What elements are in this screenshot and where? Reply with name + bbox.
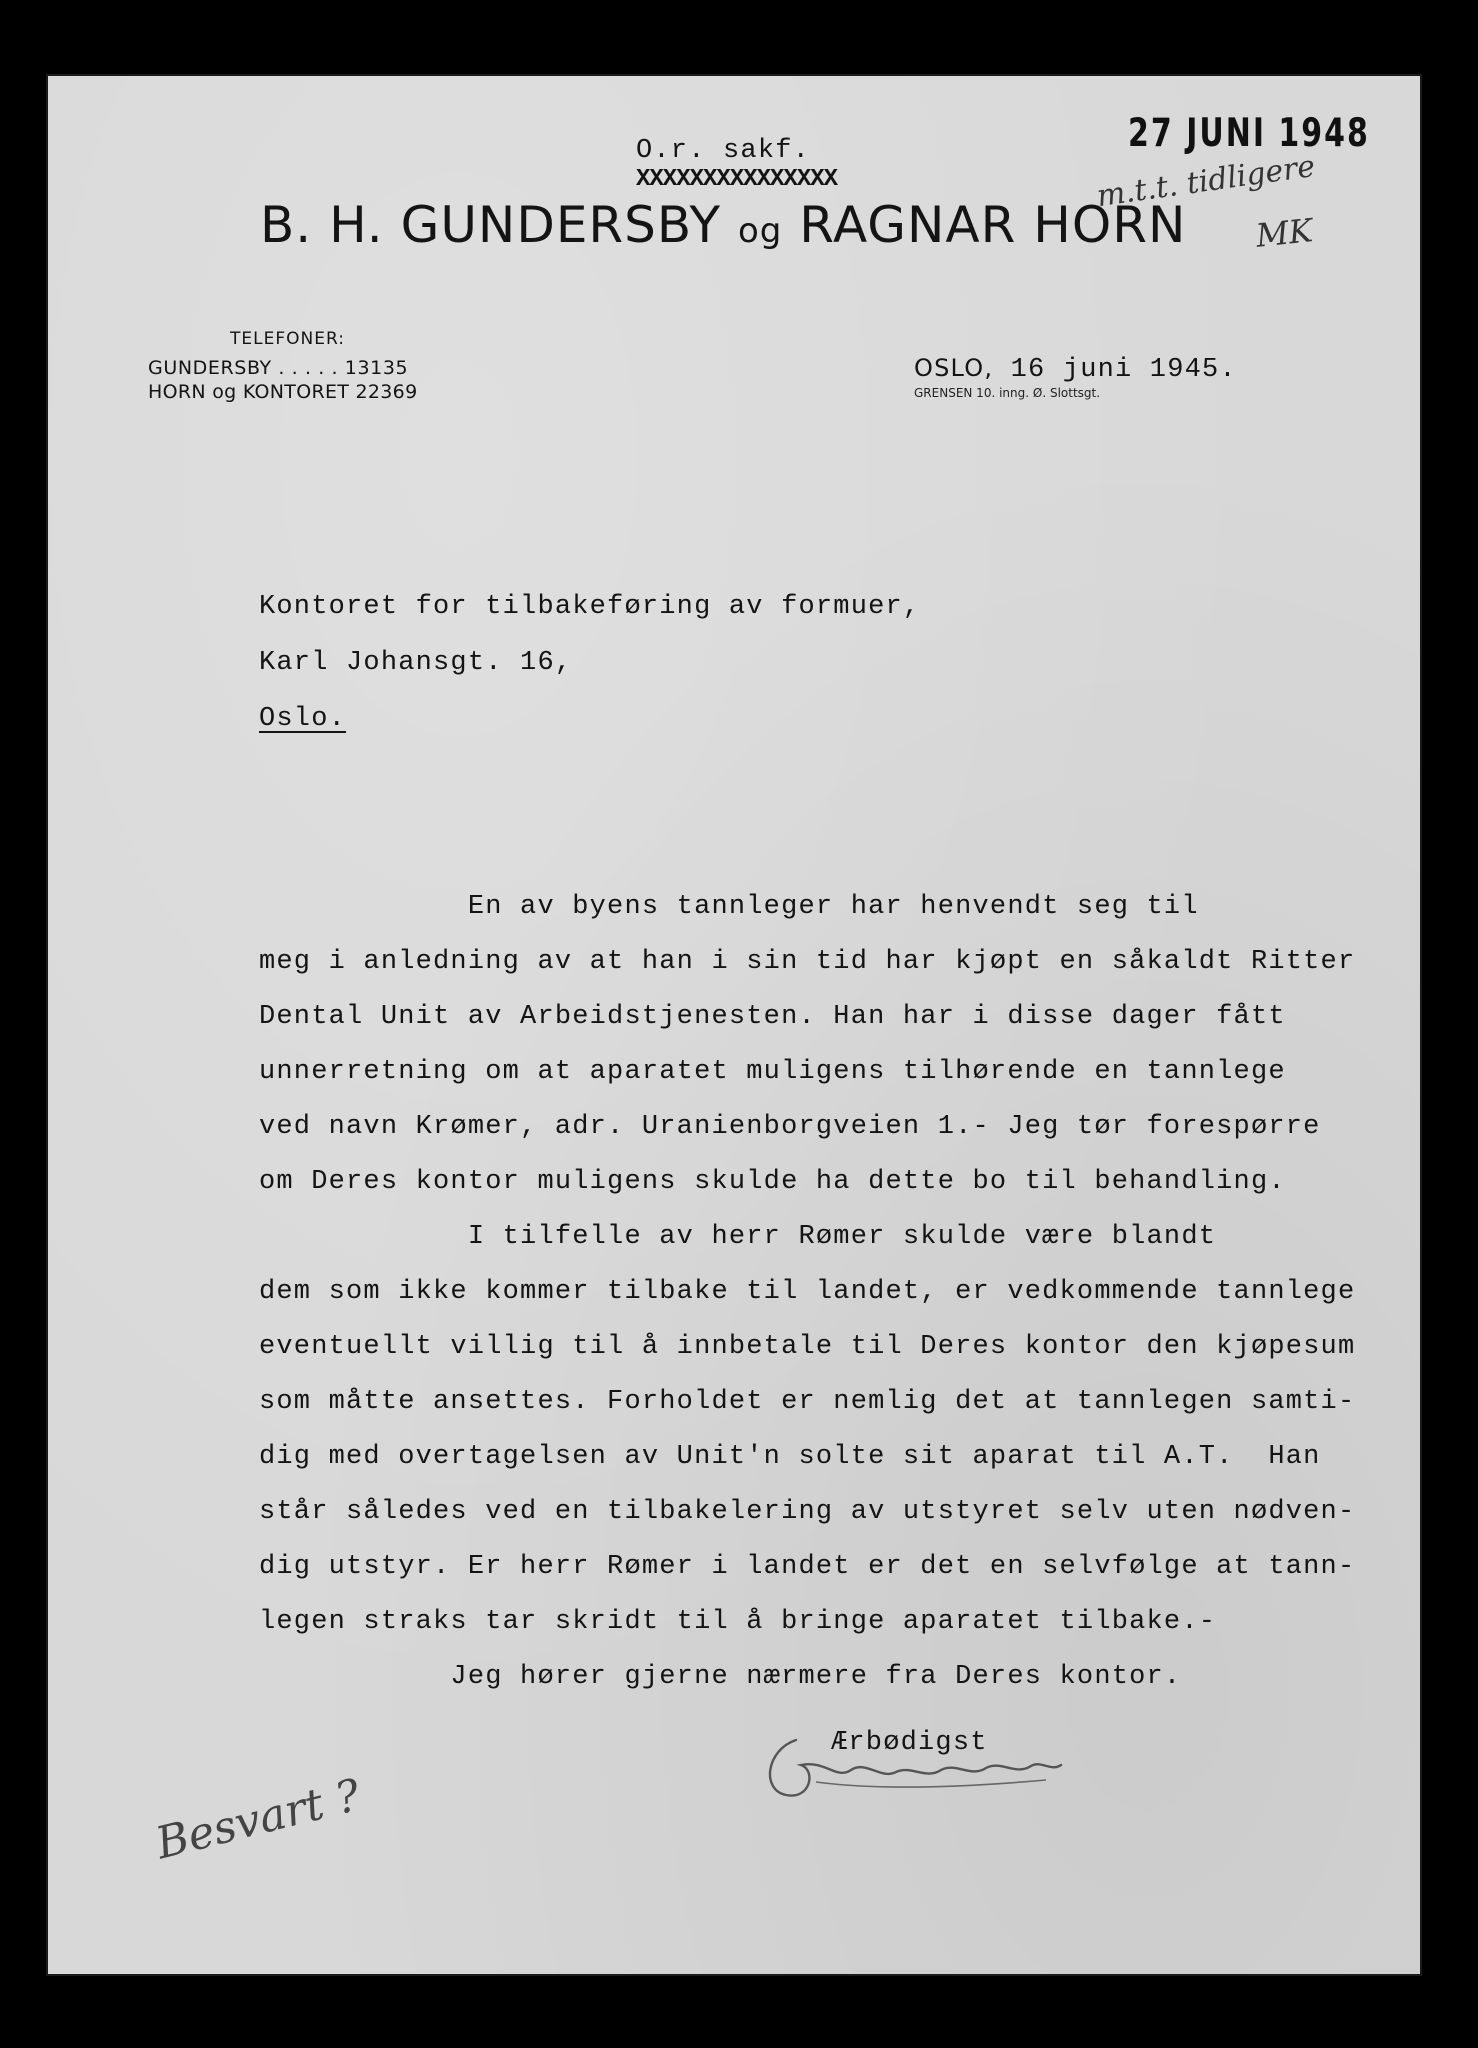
body-line: om Deres kontor muligens skulde ha dette bo til behandling. <box>259 1167 1286 1197</box>
letter-date: 16 juni 1945. <box>1010 355 1237 385</box>
body-line: I tilfelle av herr Rømer skulde være blandt <box>259 1222 1217 1252</box>
firm-name-og: og <box>737 211 783 251</box>
body-line: meg i anledning av at han i sin tid har kjøpt en såkaldt Ritter <box>259 947 1356 977</box>
letterhead-struck-text: XXXXXXXXXXXXXXX <box>636 166 838 193</box>
place-date <box>914 354 1237 385</box>
telephone-line-2: HORN og KONTORET 22369 <box>148 381 418 403</box>
date-stamp: 27 JUNI 1948 <box>1128 110 1370 157</box>
letter-sheet <box>46 74 1422 1976</box>
body-line: Dental Unit av Arbeidstjenesten. Han har i disse dager fått <box>259 1002 1286 1032</box>
firm-name-b: RAGNAR HORN <box>799 196 1187 254</box>
body-line: dig utstyr. Er herr Rømer i landet er det en selvfølge at tann- <box>259 1552 1356 1582</box>
body-line: eventuellt villig til å innbetale til Deres kontor den kjøpesum <box>259 1332 1356 1362</box>
body-line: ved navn Krømer, adr. Uranienborgveien 1.- Jeg tør forespørre <box>259 1112 1321 1142</box>
body-line: som måtte ansettes. Forholdet er nemlig det at tannlegen samti- <box>259 1387 1356 1417</box>
handwritten-initials: MK <box>1254 211 1315 255</box>
firm-name-a: B. H. GUNDERSBY <box>260 196 722 254</box>
handwritten-note-top: m.t.t. tidligere <box>1094 148 1318 215</box>
telephone-label: TELEFONER: <box>230 329 345 349</box>
body-line: Jeg hører gjerne nærmere fra Deres kontor. <box>259 1662 1182 1692</box>
body-line: En av byens tannleger har henvendt seg til <box>259 892 1199 922</box>
body-line: unnerretning om at aparatet muligens tilhørende en tannlege <box>259 1057 1286 1087</box>
signature-scribble <box>756 1710 1086 1830</box>
office-address: GRENSEN 10. inng. Ø. Slottsgt. <box>914 386 1101 400</box>
body-line: står således ved en tilbakelering av utstyret selv uten nødven- <box>259 1497 1356 1527</box>
telephone-line-1: GUNDERSBY . . . . . 13135 <box>148 357 409 379</box>
recipient-line-1: Kontoret for tilbakeføring av formuer, <box>259 592 921 622</box>
recipient-city: Oslo. <box>259 704 347 734</box>
handwritten-note-left: Besvart ? <box>150 1769 366 1870</box>
body-line: dem som ikke kommer tilbake til landet, er vedkommende tannlege <box>259 1277 1356 1307</box>
place-city: OSLO, <box>914 354 994 382</box>
body-line: legen straks tar skridt til å bringe aparatet tilbake.- <box>259 1607 1217 1637</box>
closing-salutation: Ærbødigst <box>831 1728 988 1758</box>
letterhead-title: O.r. sakf. <box>636 136 811 166</box>
body-line: dig med overtagelsen av Unit'n solte sit aparat til A.T. Han <box>259 1442 1321 1472</box>
recipient-line-2: Karl Johansgt. 16, <box>259 648 573 678</box>
firm-name <box>260 196 1186 254</box>
